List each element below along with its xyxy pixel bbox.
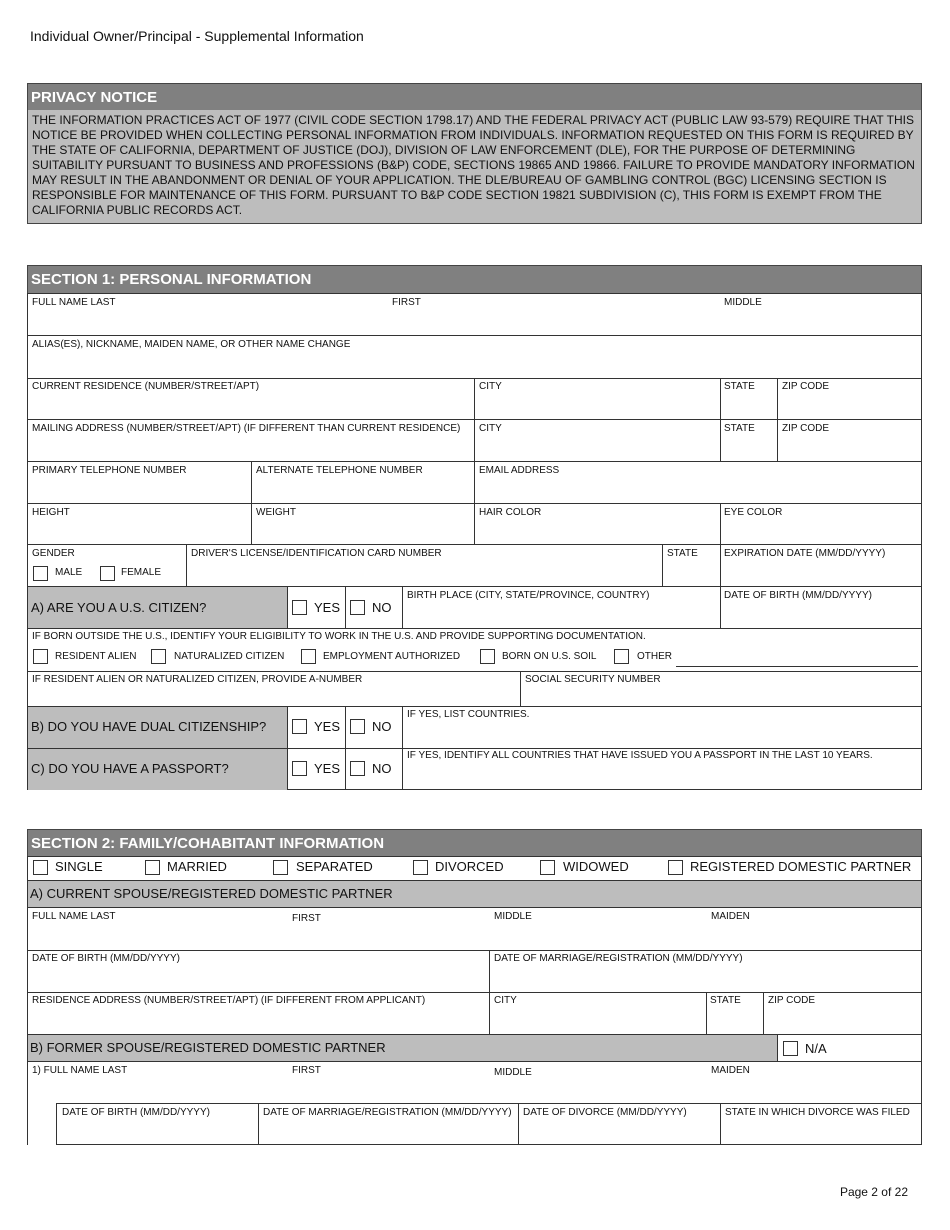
first-name-label: FIRST [392,297,421,308]
mailing-city-label: CITY [479,423,502,434]
citizen-yes-checkbox[interactable] [292,600,307,615]
dual-yes-checkbox[interactable] [292,719,307,734]
na-cell [777,1034,921,1062]
male-label: MALE [55,567,83,578]
single-label: SINGLE [55,859,103,874]
dual-no-checkbox[interactable] [350,719,365,734]
spouse-middle-name-label: MIDDLE [494,911,532,922]
spouse-dob-label: DATE OF BIRTH (MM/DD/YYYY) [32,953,180,964]
section-2-heading: SECTION 2: FAMILY/COHABITANT INFORMATION [27,829,922,856]
naturalized-citizen-label: NATURALIZED CITIZEN [174,651,285,662]
document-title: Individual Owner/Principal - Supplemental Information [30,28,364,44]
current-residence-label: CURRENT RESIDENCE (NUMBER/STREET/APT) [32,381,260,392]
former-maiden-name-label: MAIDEN [711,1065,750,1076]
date-of-birth-label: DATE OF BIRTH (MM/DD/YYYY) [724,590,872,601]
married-label: MARRIED [167,859,227,874]
eye-color-label: EYE COLOR [724,507,783,518]
former-spouse-details-row [56,1103,922,1145]
current-spouse-heading: A) CURRENT SPOUSE/REGISTERED DOMESTIC PARTNER [30,886,393,901]
born-on-us-soil-checkbox[interactable] [480,649,495,664]
former-marriage-date-label: DATE OF MARRIAGE/REGISTRATION (MM/DD/YYYY) [263,1107,512,1118]
naturalized-citizen-checkbox[interactable] [151,649,166,664]
separated-label: SEPARATED [296,859,373,874]
spouse-maiden-name-label: MAIDEN [711,911,750,922]
privacy-notice-text: THE INFORMATION PRACTICES ACT OF 1977 (CIVIL CODE SECTION 1798.17) AND THE FEDERAL PRIVACY ACT (PUBLIC LAW 93-579) REQUIRE THAT THIS NOTICE BE PROVIDED WHEN COLLECTING PERSONAL INFORMATION FROM INDIVIDUALS. INFORMATION REQUESTED ON THIS FORM IS REQUIRED BY THE STATE OF CALIFORNIA, DEPARTMENT OF JUSTICE (DOJ), DIVISION OF LAW ENFORCEMENT (DLE), FOR THE PURPOSE OF DETERMINING SUITABILITY PURSUANT TO BUSINESS AND PROFESSIONS (B&P) CODE, SECTIONS 19865 AND 19866. FAILURE TO PROVIDE MANDATORY INFORMATION MAY RESULT IN THE ABANDONMENT OR DENIAL OF YOUR APPLICATION. THE DLE/BUREAU OF GAMBLING CONTROL (BGC) LICENSING SECTION IS RESPONSIBLE FOR MAINTENANCE OF THIS FORM. PURSUANT TO B&P CODE SECTION 19821 SUBDIVISION (C), THIS FORM IS EXEMPT FROM THE CALIFORNIA PUBLIC RECORDS ACT. [27,110,922,224]
resident-alien-checkbox[interactable] [33,649,48,664]
female-label: FEMALE [121,567,162,578]
dl-state-label: STATE [667,548,698,559]
email-label: EMAIL ADDRESS [479,465,560,476]
former-first-name-label: FIRST [292,1065,321,1076]
divorced-label: DIVORCED [435,859,504,874]
middle-name-label: MIDDLE [724,297,762,308]
former-middle-name-label: MIDDLE [494,1067,532,1078]
eligibility-label: IF BORN OUTSIDE THE U.S., IDENTIFY YOUR ELIGIBILITY TO WORK IN THE U.S. AND PROVIDE SUPPORTING DOCUMENTATION. [32,631,646,642]
male-checkbox[interactable] [33,566,48,581]
former-spouse-na-checkbox[interactable] [783,1041,798,1056]
resident-alien-label: RESIDENT ALIEN [55,651,137,662]
divorce-state-label: STATE IN WHICH DIVORCE WAS FILED [725,1107,910,1118]
other-checkbox[interactable] [614,649,629,664]
former-spouse-heading-bar [28,1034,921,1062]
widowed-label: WIDOWED [563,859,629,874]
passport-question: C) DO YOU HAVE A PASSPORT? [31,761,229,776]
spouse-zip-label: ZIP CODE [768,995,816,1006]
mailing-state-label: STATE [724,423,755,434]
full-name-last-label: FULL NAME LAST [32,297,116,308]
other-specify-line[interactable] [676,666,918,667]
former-dob-label: DATE OF BIRTH (MM/DD/YYYY) [62,1107,210,1118]
privacy-notice-heading: PRIVACY NOTICE [27,83,922,110]
single-checkbox[interactable] [33,860,48,875]
passport-no-label: NO [372,761,392,776]
former-spouse-heading: B) FORMER SPOUSE/REGISTERED DOMESTIC PARTNER [30,1040,386,1055]
primary-phone-label: PRIMARY TELEPHONE NUMBER [32,465,187,476]
female-checkbox[interactable] [100,566,115,581]
section-1-form [27,293,922,790]
married-checkbox[interactable] [145,860,160,875]
citizen-yes-label: YES [314,600,341,615]
former-spouse-na-label: N/A [805,1041,827,1056]
citizen-question: A) ARE YOU A U.S. CITIZEN? [31,600,207,615]
residence-city-label: CITY [479,381,502,392]
list-countries-label: IF YES, LIST COUNTRIES. [407,709,530,720]
residence-zip-label: ZIP CODE [782,381,830,392]
weight-label: WEIGHT [256,507,296,518]
row-divider [28,544,921,545]
divorce-date-label: DATE OF DIVORCE (MM/DD/YYYY) [523,1107,687,1118]
row-divider [28,335,921,336]
current-spouse-heading-bar [28,880,921,908]
page-number: Page 2 of 22 [839,1185,908,1199]
divorced-checkbox[interactable] [413,860,428,875]
employment-authorized-label: EMPLOYMENT AUTHORIZED [323,651,461,662]
alternate-phone-label: ALTERNATE TELEPHONE NUMBER [256,465,423,476]
height-label: HEIGHT [32,507,70,518]
a-number-label: IF RESIDENT ALIEN OR NATURALIZED CITIZEN, PROVIDE A-NUMBER [32,674,363,685]
residence-state-label: STATE [724,381,755,392]
birth-place-label: BIRTH PLACE (CITY, STATE/PROVINCE, COUNTRY) [407,590,650,601]
spouse-state-label: STATE [710,995,741,1006]
dual-no-label: NO [372,719,392,734]
citizen-no-checkbox[interactable] [350,600,365,615]
dual-yes-label: YES [314,719,341,734]
section-1-heading: SECTION 1: PERSONAL INFORMATION [27,265,922,293]
employment-authorized-checkbox[interactable] [301,649,316,664]
row-divider [28,671,921,672]
spouse-first-name-label: FIRST [292,913,321,924]
ssn-label: SOCIAL SECURITY NUMBER [525,674,661,685]
gender-label: GENDER [32,548,75,559]
other-label: OTHER [637,651,672,662]
widowed-checkbox[interactable] [540,860,555,875]
hair-color-label: HAIR COLOR [479,507,542,518]
passport-countries-label: IF YES, IDENTIFY ALL COUNTRIES THAT HAVE ISSUED YOU A PASSPORT IN THE LAST 10 YEARS. [407,750,873,761]
spouse-city-label: CITY [494,995,517,1006]
section-2-form [27,856,922,1145]
spouse-residence-label: RESIDENCE ADDRESS (NUMBER/STREET/APT) (IF DIFFERENT FROM APPLICANT) [32,995,426,1006]
drivers-license-label: DRIVER'S LICENSE/IDENTIFICATION CARD NUMBER [191,548,442,559]
row-divider [28,748,921,749]
citizen-no-label: NO [372,600,392,615]
dual-citizenship-question: B) DO YOU HAVE DUAL CITIZENSHIP? [31,719,267,734]
registered-domestic-partner-label: REGISTERED DOMESTIC PARTNER [690,859,912,874]
passport-no-checkbox[interactable] [350,761,365,776]
row-divider [28,628,921,629]
spouse-full-name-last-label: FULL NAME LAST [32,911,116,922]
passport-yes-label: YES [314,761,341,776]
row-divider [28,586,921,587]
separated-checkbox[interactable] [273,860,288,875]
born-on-us-soil-label: BORN ON U.S. SOIL [502,651,597,662]
former-full-name-label: 1) FULL NAME LAST [32,1065,128,1076]
mailing-zip-label: ZIP CODE [782,423,830,434]
row-divider [28,706,921,707]
mailing-address-label: MAILING ADDRESS (NUMBER/STREET/APT) (IF DIFFERENT THAN CURRENT RESIDENCE) [32,423,461,434]
expiration-date-label: EXPIRATION DATE (MM/DD/YYYY) [724,548,886,559]
aliases-label: ALIAS(ES), NICKNAME, MAIDEN NAME, OR OTHER NAME CHANGE [32,339,351,350]
registered-domestic-partner-checkbox[interactable] [668,860,683,875]
spouse-marriage-date-label: DATE OF MARRIAGE/REGISTRATION (MM/DD/YYYY) [494,953,743,964]
passport-yes-checkbox[interactable] [292,761,307,776]
